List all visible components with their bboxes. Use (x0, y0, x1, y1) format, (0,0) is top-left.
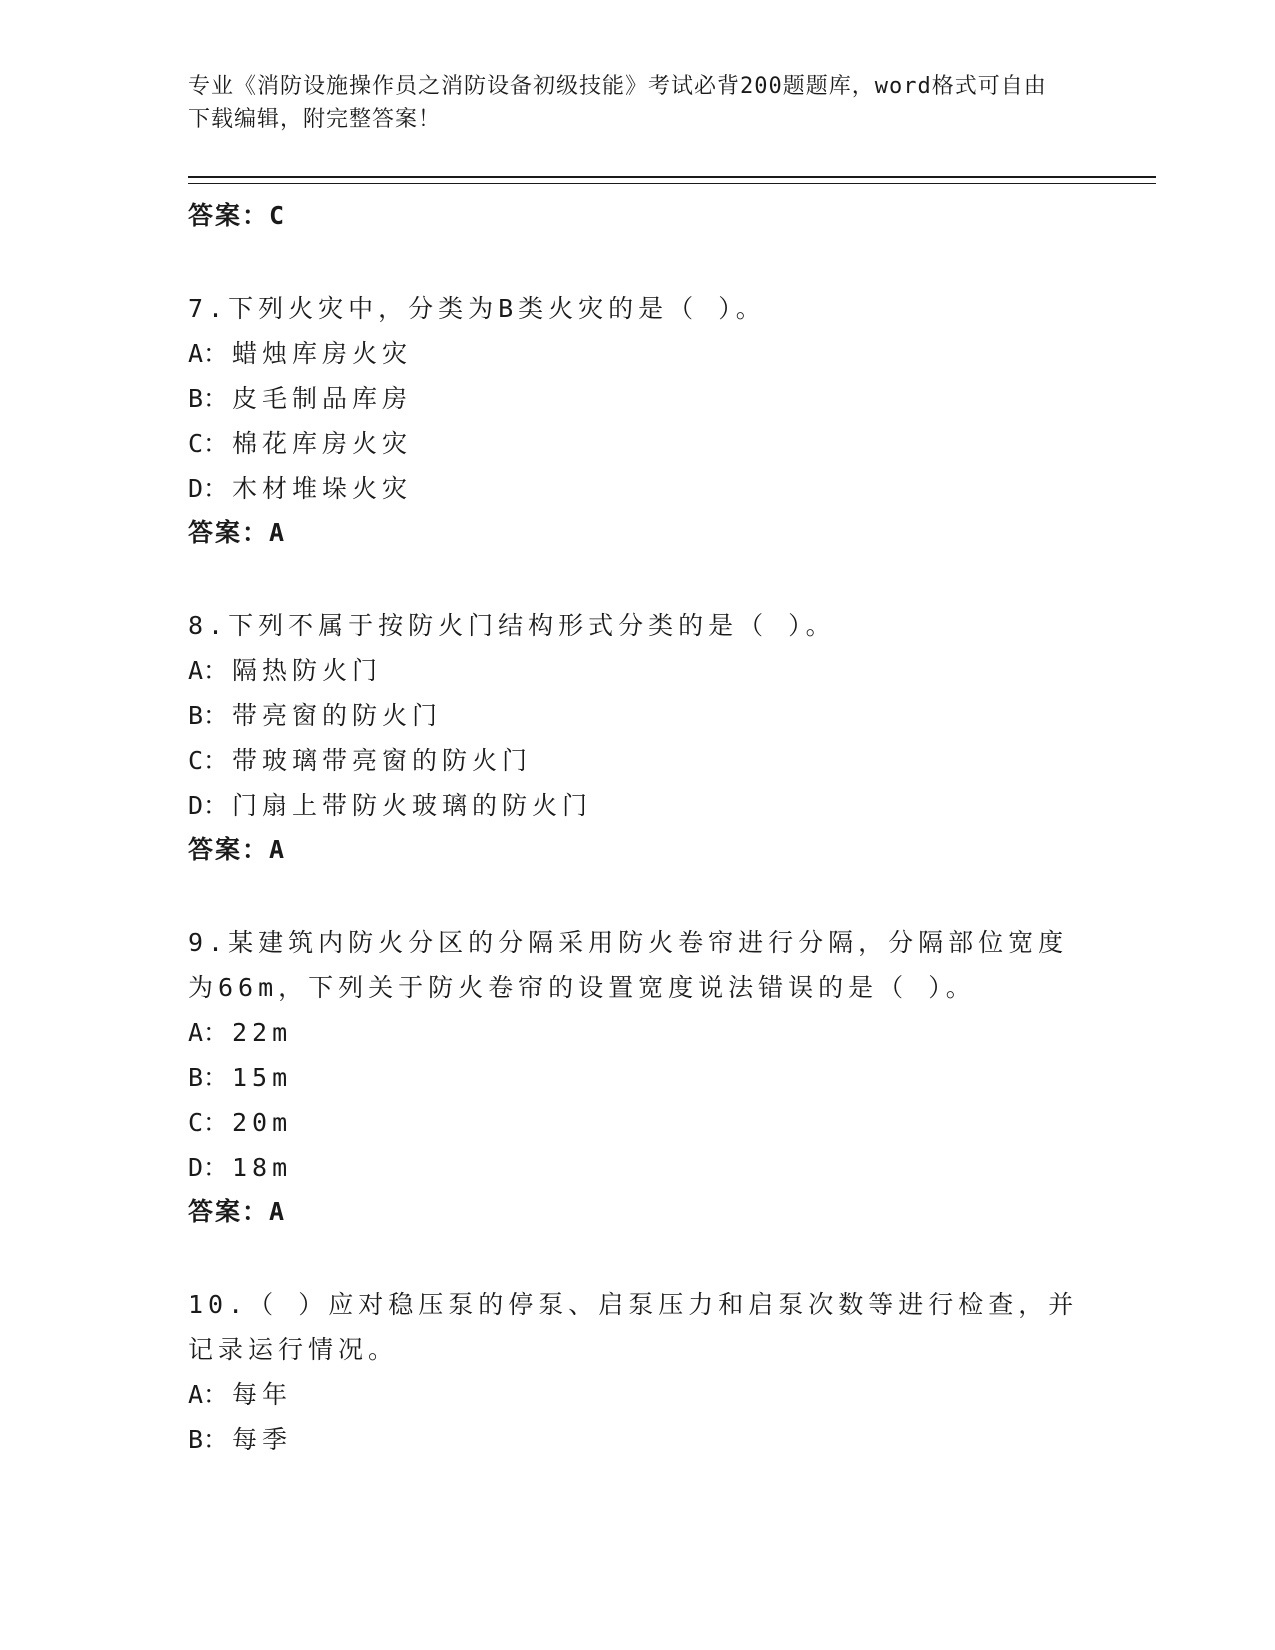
header-divider (188, 176, 1156, 184)
option-label: D： (188, 474, 229, 503)
option-text: 木材堆垛火灾 (232, 474, 413, 503)
question-text: 9.某建筑内防火分区的分隔采用防火卷帘进行分隔，分隔部位宽度为66m，下列关于防火卷帘的设置宽度说法错误的是（ ）。 (188, 928, 1069, 1002)
option-label: B： (188, 384, 229, 413)
option-label: A： (188, 1018, 229, 1047)
option-label: A： (188, 339, 229, 368)
option-label: B： (188, 1063, 229, 1092)
option-d (188, 466, 1156, 511)
answer-line: 答案：A (188, 518, 287, 547)
option-text: 18m (232, 1153, 293, 1182)
option-label: A： (188, 656, 229, 685)
question-9 (188, 920, 1156, 1234)
option-text: 门扇上带防火玻璃的防火门 (232, 791, 593, 820)
question-10 (188, 1282, 1156, 1462)
question-text: 7.下列火灾中，分类为B类火灾的是（ ）。 (188, 294, 766, 323)
option-text: 带亮窗的防火门 (232, 701, 443, 730)
answer-line: 答案：A (188, 835, 287, 864)
option-d (188, 783, 1156, 828)
option-label: D： (188, 1153, 229, 1182)
option-text: 22m (232, 1018, 293, 1047)
document-page (188, 70, 1156, 1462)
option-text: 隔热防火门 (232, 656, 383, 685)
option-c (188, 1100, 1156, 1145)
question-7 (188, 286, 1156, 555)
option-text: 蜡烛库房火灾 (232, 339, 413, 368)
option-b (188, 1417, 1156, 1462)
answer-line: 答案：A (188, 1197, 287, 1226)
option-label: C： (188, 746, 229, 775)
option-text: 棉花库房火灾 (232, 429, 413, 458)
option-label: B： (188, 1425, 229, 1454)
option-text: 15m (232, 1063, 293, 1092)
option-b (188, 376, 1156, 421)
option-a (188, 331, 1156, 376)
option-a (188, 1372, 1156, 1417)
option-text: 皮毛制品库房 (232, 384, 413, 413)
option-a (188, 648, 1156, 693)
option-b (188, 1055, 1156, 1100)
question-text: 8.下列不属于按防火门结构形式分类的是（ ）。 (188, 611, 836, 640)
option-d (188, 1145, 1156, 1190)
option-text: 20m (232, 1108, 293, 1137)
option-label: B： (188, 701, 229, 730)
option-b (188, 693, 1156, 738)
option-a (188, 1010, 1156, 1055)
option-text: 每年 (232, 1380, 293, 1409)
option-label: C： (188, 1108, 229, 1137)
answer-line: 答案：C (188, 201, 287, 230)
option-c (188, 738, 1156, 783)
question-8 (188, 603, 1156, 872)
document-header: 专业《消防设施操作员之消防设备初级技能》考试必背200题题库，word格式可自由下载编辑，附完整答案！ (188, 74, 1047, 132)
option-label: D： (188, 791, 229, 820)
option-label: A： (188, 1380, 229, 1409)
option-label: C： (188, 429, 229, 458)
option-c (188, 421, 1156, 466)
option-text: 每季 (232, 1425, 293, 1454)
option-text: 带玻璃带亮窗的防火门 (232, 746, 533, 775)
question-text: 10.（ ）应对稳压泵的停泵、启泵压力和启泵次数等进行检查，并记录运行情况。 (188, 1290, 1079, 1364)
